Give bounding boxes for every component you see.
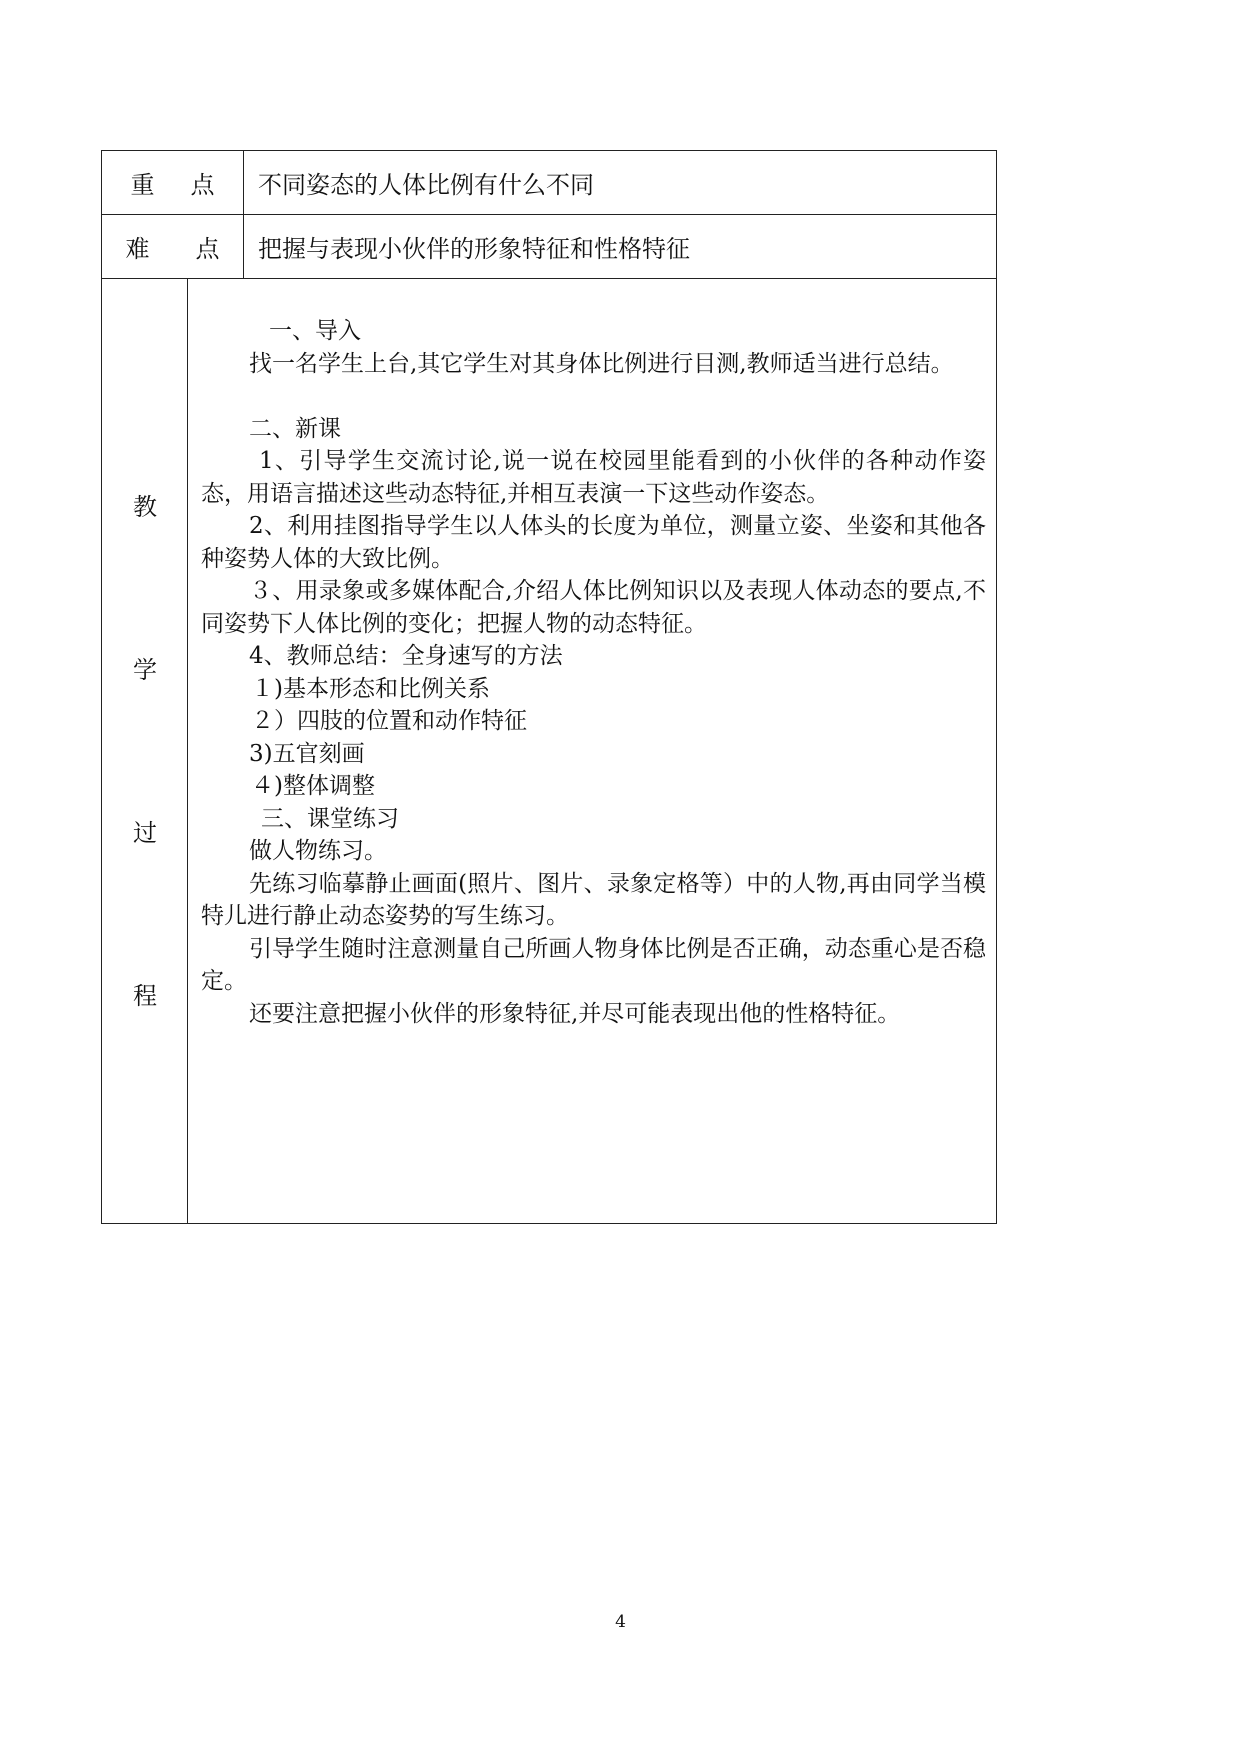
new-lesson-heading: 二、新课 [249, 415, 341, 442]
intro-heading: 一、导入 [269, 318, 361, 344]
difficulty-label-char-1: 难 [125, 235, 150, 263]
teaching-process-content [188, 279, 996, 1223]
key-point-row [102, 151, 996, 215]
practice-text-4: 还要注意把握小伙伴的形象特征,并尽可能表现出他的性格特征。 [249, 1000, 901, 1027]
page-number: 4 [615, 1612, 626, 1632]
difficulty-row [102, 215, 996, 279]
practice-text-3: 引导学生随时注意测量自己所画人物身体比例是否正确，动态重心是否稳定。 [201, 935, 986, 994]
process-label-char-2: 学 [133, 656, 157, 684]
teaching-process-label [102, 279, 188, 1223]
practice-text-2: 先练习临摹静止画面(照片、图片、录象定格等）中的人物,再由同学当模特儿进行静止动态姿势的写生练习。 [201, 870, 986, 929]
practice-text-1: 做人物练习。 [249, 838, 387, 864]
intro-text: 找一名学生上台,其它学生对其身体比例进行目测,教师适当进行总结。 [249, 350, 954, 377]
process-label-char-3: 过 [133, 819, 157, 847]
key-point-label [102, 151, 244, 214]
key-point-label-char-2: 点 [190, 171, 215, 199]
new-lesson-item-4: 4、教师总结：全身速写的方法 [249, 643, 563, 669]
process-label-char-1: 教 [133, 493, 157, 521]
difficulty-label-char-2: 点 [195, 235, 220, 263]
summary-sub-4: ４)整体调整 [251, 773, 375, 799]
summary-sub-1: １)基本形态和比例关系 [251, 675, 490, 702]
teaching-process-row [102, 279, 996, 1223]
practice-heading: 三、课堂练习 [261, 805, 399, 832]
difficulty-value: 把握与表现小伙伴的形象特征和性格特征 [258, 235, 690, 263]
new-lesson-item-3: ３、用录象或多媒体配合,介绍人体比例知识以及表现人体动态的要点,不同姿势下人体比例的变化；把握人物的动态特征。 [201, 578, 986, 637]
new-lesson-item-2: 2、利用挂图指导学生以人体头的长度为单位，测量立姿、坐姿和其他各种姿势人体的大致比例。 [201, 513, 986, 572]
lesson-plan-table [101, 150, 997, 1224]
key-point-label-char-1: 重 [130, 171, 155, 199]
difficulty-label [102, 215, 244, 278]
summary-sub-3: 3)五官刻画 [249, 740, 365, 767]
summary-sub-2: ２）四肢的位置和动作特征 [251, 708, 527, 734]
key-point-value: 不同姿态的人体比例有什么不同 [258, 171, 594, 199]
new-lesson-item-1: 1、引导学生交流讨论,说一说在校园里能看到的小伙伴的各种动作姿态，用语言描述这些动态特征,并相互表演一下这些动作姿态。 [201, 448, 986, 507]
process-label-char-4: 程 [133, 982, 157, 1010]
